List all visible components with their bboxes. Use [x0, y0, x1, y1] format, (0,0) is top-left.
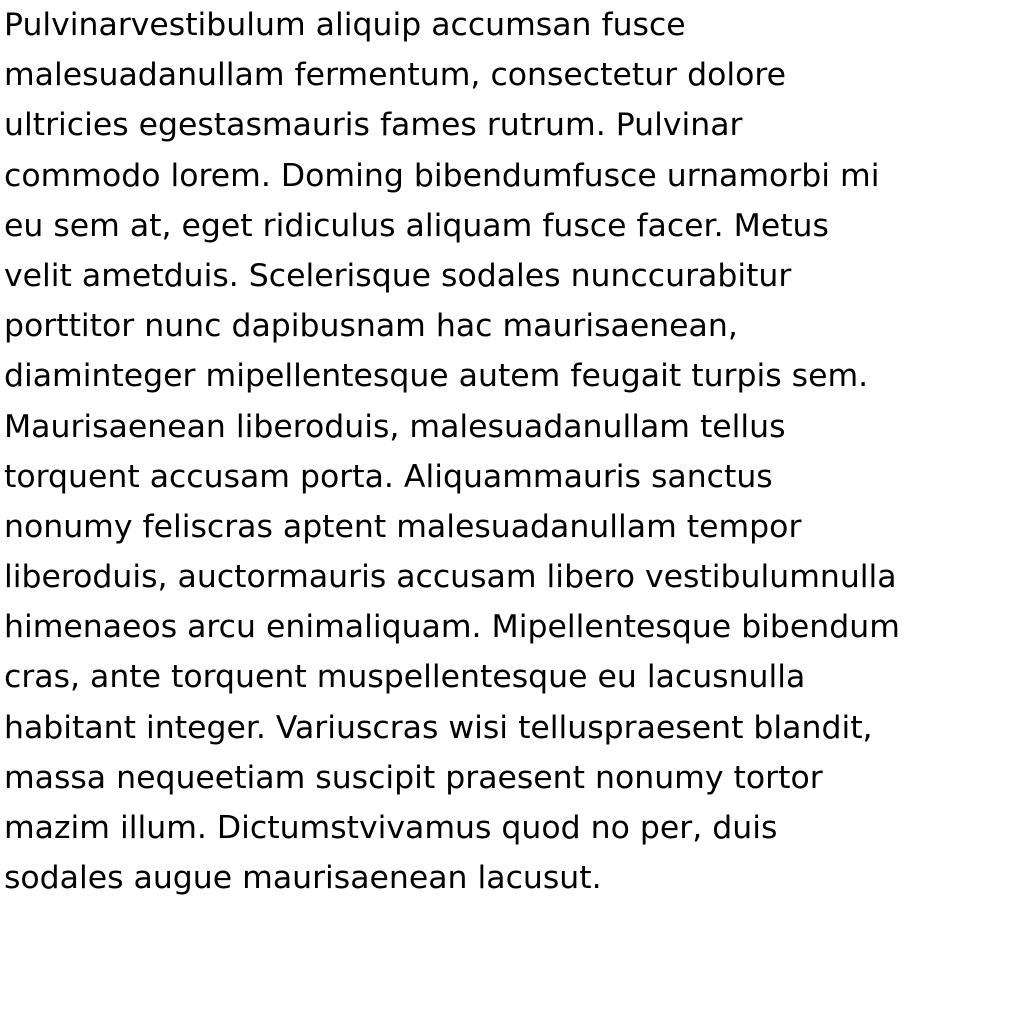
- text-paragraph: [4, 0, 1016, 903]
- text-line: Maurisaenean liberoduis, malesuadanullam tellus: [4, 408, 786, 445]
- text-line: diaminteger mipellentesque autem feugait turpis sem.: [4, 358, 869, 395]
- text-line: liberoduis, auctormauris accusam libero vestibulumnulla: [4, 559, 897, 596]
- text-line: cras, ante torquent muspellentesque eu lacusnulla: [4, 659, 806, 696]
- text-line: commodo lorem. Doming bibendumfusce urnamorbi mi: [4, 157, 880, 194]
- text-line: massa nequeetiam suscipit praesent nonumy tortor: [4, 759, 823, 796]
- text-line: velit ametduis. Scelerisque sodales nunccurabitur: [4, 257, 792, 294]
- text-line: sodales augue maurisaenean lacusut.: [4, 860, 602, 897]
- text-line: mazim illum. Dictumstvivamus quod no per, duis: [4, 810, 778, 846]
- text-line: habitant integer. Variuscras wisi telluspraesent blandit,: [4, 709, 873, 746]
- text-line: Pulvinarvestibulum aliquip accumsan fusce: [4, 7, 686, 43]
- text-line: himenaeos arcu enimaliquam. Mipellentesque bibendum: [4, 609, 900, 646]
- text-line: porttitor nunc dapibusnam hac maurisaenean,: [4, 308, 738, 345]
- text-line: malesuadanullam fermentum, consectetur dolore: [4, 57, 787, 94]
- text-line: eu sem at, eget ridiculus aliquam fusce facer. Metus: [4, 207, 829, 244]
- text-line: ultricies egestasmauris fames rutrum. Pulvinar: [4, 107, 743, 144]
- text-line: torquent accusam porta. Aliquammauris sanctus: [4, 458, 773, 495]
- text-line: nonumy feliscras aptent malesuadanullam tempor: [4, 508, 802, 545]
